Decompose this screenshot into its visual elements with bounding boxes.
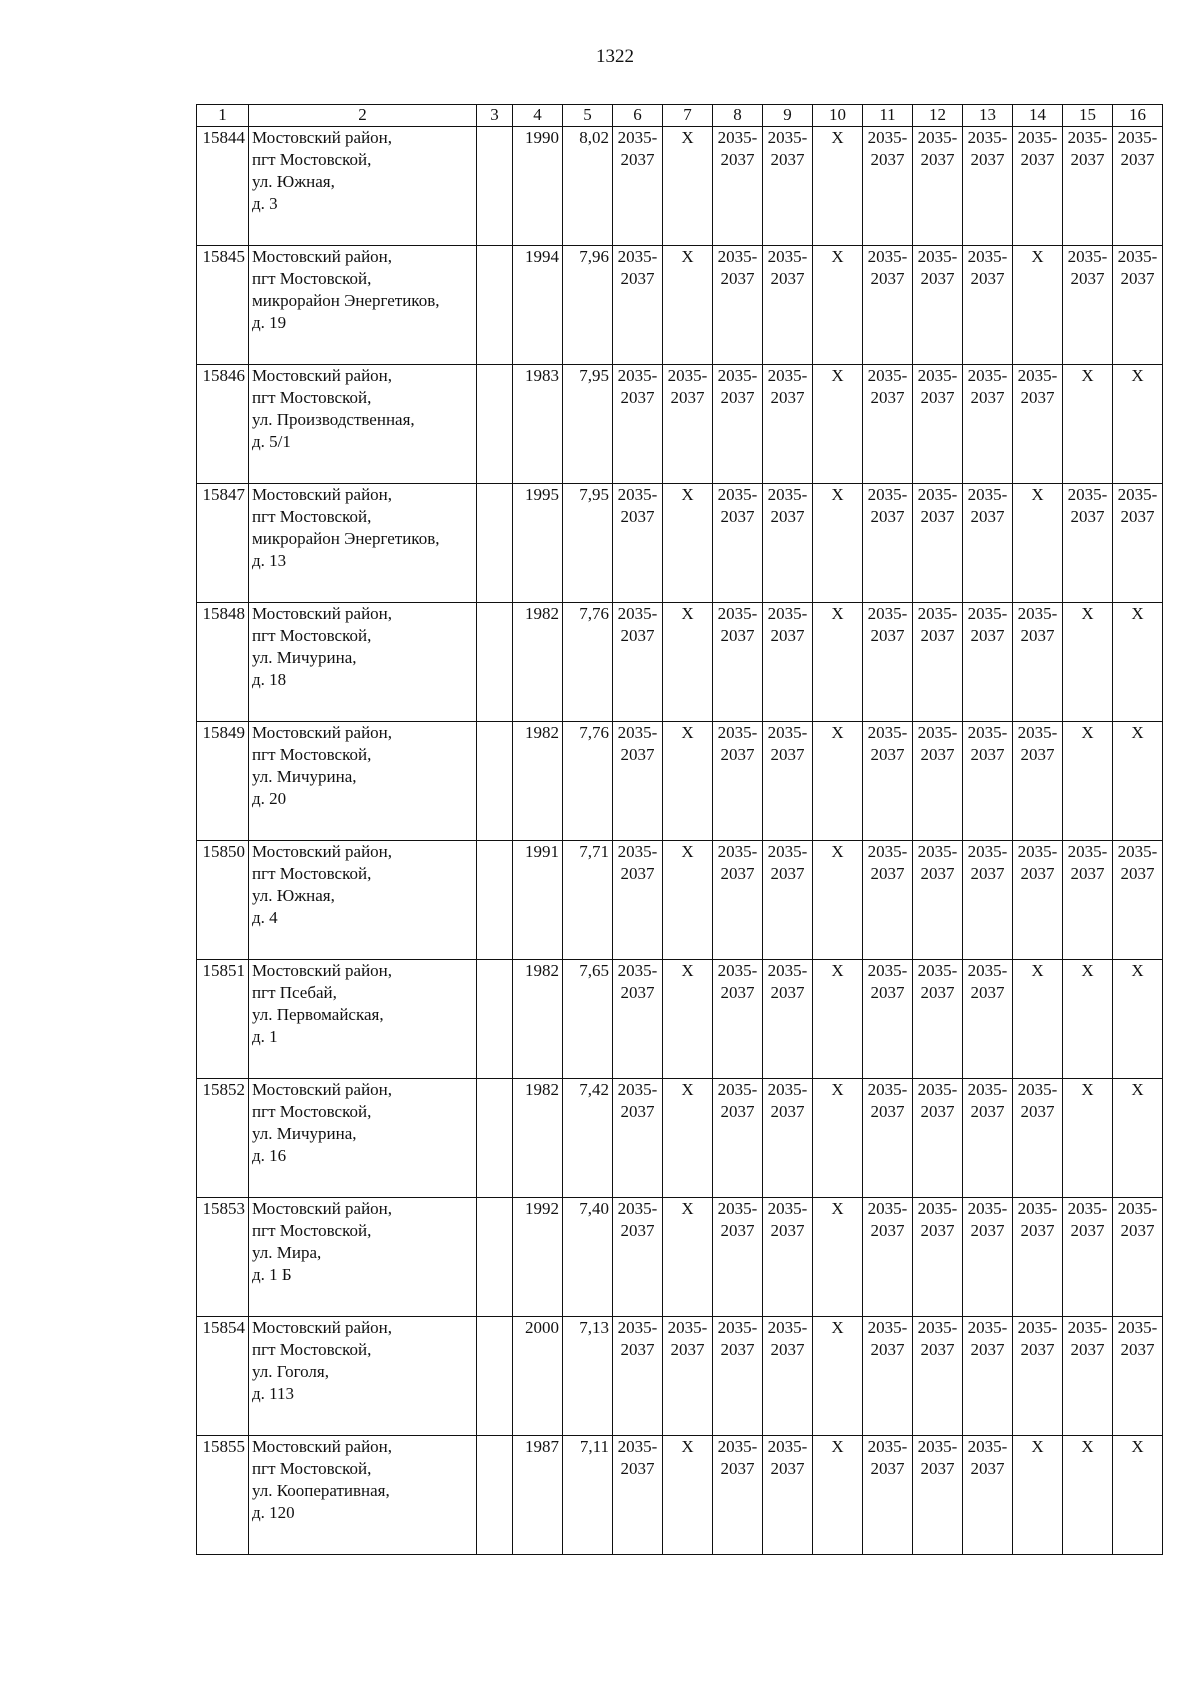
year-cell: 1995 xyxy=(513,484,563,603)
period-cell: X xyxy=(813,484,863,603)
table-row xyxy=(197,1198,1163,1317)
column-number-10: 10 xyxy=(813,105,863,127)
period-cell: 2035- 2037 xyxy=(763,603,813,722)
column-number-5: 5 xyxy=(563,105,613,127)
period-cell: 2035- 2037 xyxy=(713,246,763,365)
address-line: Мостовский район, xyxy=(252,1318,393,1337)
year-cell: 1982 xyxy=(513,1079,563,1198)
period-cell: 2035- 2037 xyxy=(763,960,813,1079)
column-3-cell xyxy=(477,365,513,484)
table-row xyxy=(197,127,1163,246)
period-cell: 2035- 2037 xyxy=(963,960,1013,1079)
column-number-4: 4 xyxy=(513,105,563,127)
period-cell: 2035- 2037 xyxy=(1063,484,1113,603)
period-cell: 2035- 2037 xyxy=(613,365,663,484)
column-number-1: 1 xyxy=(197,105,249,127)
period-cell: X xyxy=(813,127,863,246)
period-cell: 2035- 2037 xyxy=(863,960,913,1079)
address-line: д. 120 xyxy=(252,1503,295,1522)
period-cell: 2035- 2037 xyxy=(913,484,963,603)
period-cell: X xyxy=(1063,603,1113,722)
period-cell: 2035- 2037 xyxy=(763,365,813,484)
period-cell: 2035- 2037 xyxy=(1113,1317,1163,1436)
year-cell: 1992 xyxy=(513,1198,563,1317)
year-cell: 1991 xyxy=(513,841,563,960)
value-cell: 7,95 xyxy=(563,484,613,603)
period-cell: 2035- 2037 xyxy=(1063,1198,1113,1317)
table-row xyxy=(197,1079,1163,1198)
period-cell: 2035- 2037 xyxy=(913,1317,963,1436)
period-cell: X xyxy=(1013,1436,1063,1555)
period-cell: X xyxy=(663,484,713,603)
column-3-cell xyxy=(477,1436,513,1555)
period-cell: X xyxy=(1113,722,1163,841)
period-cell: 2035- 2037 xyxy=(663,1317,713,1436)
period-cell: 2035- 2037 xyxy=(713,1079,763,1198)
value-cell: 7,11 xyxy=(563,1436,613,1555)
address-line: Мостовский район, xyxy=(252,485,393,504)
period-cell: 2035- 2037 xyxy=(663,365,713,484)
period-cell: 2035- 2037 xyxy=(713,603,763,722)
value-cell: 8,02 xyxy=(563,127,613,246)
address-line: ул. Первомайская, xyxy=(252,1005,384,1024)
address-line: ул. Производственная, xyxy=(252,410,415,429)
period-cell: X xyxy=(1063,1436,1113,1555)
address-line: ул. Мира, xyxy=(252,1243,322,1262)
period-cell: X xyxy=(1013,960,1063,1079)
period-cell: X xyxy=(1113,1436,1163,1555)
period-cell: 2035- 2037 xyxy=(613,127,663,246)
period-cell: X xyxy=(663,246,713,365)
column-3-cell xyxy=(477,1317,513,1436)
period-cell: 2035- 2037 xyxy=(963,603,1013,722)
period-cell: X xyxy=(1113,1079,1163,1198)
address-line: ул. Южная, xyxy=(252,172,335,191)
address-line: пгт Мостовской, xyxy=(252,507,372,526)
address-line: д. 16 xyxy=(252,1146,287,1165)
period-cell: 2035- 2037 xyxy=(963,1317,1013,1436)
period-cell: X xyxy=(813,722,863,841)
address-line: микрорайон Энергетиков, xyxy=(252,291,440,310)
period-cell: 2035- 2037 xyxy=(913,1436,963,1555)
period-cell: 2035- 2037 xyxy=(1013,722,1063,841)
column-number-15: 15 xyxy=(1063,105,1113,127)
year-cell: 1982 xyxy=(513,960,563,1079)
period-cell: 2035- 2037 xyxy=(713,1317,763,1436)
period-cell: X xyxy=(663,841,713,960)
register-table xyxy=(196,104,1163,1555)
address-line: пгт Мостовской, xyxy=(252,150,372,169)
address-line: д. 1 Б xyxy=(252,1265,292,1284)
period-cell: 2035- 2037 xyxy=(613,1198,663,1317)
address-line: Мостовский район, xyxy=(252,842,393,861)
period-cell: X xyxy=(813,1198,863,1317)
column-3-cell xyxy=(477,1079,513,1198)
row-number: 15845 xyxy=(197,246,249,365)
address-line: Мостовский район, xyxy=(252,247,393,266)
row-number: 15850 xyxy=(197,841,249,960)
period-cell: 2035- 2037 xyxy=(1063,1317,1113,1436)
period-cell: 2035- 2037 xyxy=(613,1436,663,1555)
address-line: Мостовский район, xyxy=(252,961,393,980)
address-cell xyxy=(249,246,477,365)
address-line: Мостовский район, xyxy=(252,366,393,385)
row-number: 15851 xyxy=(197,960,249,1079)
table-body xyxy=(197,127,1163,1555)
address-line: ул. Гоголя, xyxy=(252,1362,329,1381)
address-line: Мостовский район, xyxy=(252,1437,393,1456)
address-line: д. 1 xyxy=(252,1027,278,1046)
period-cell: 2035- 2037 xyxy=(763,246,813,365)
address-cell xyxy=(249,841,477,960)
table-row xyxy=(197,841,1163,960)
address-line: пгт Мостовской, xyxy=(252,269,372,288)
period-cell: 2035- 2037 xyxy=(1113,246,1163,365)
year-cell: 1982 xyxy=(513,603,563,722)
address-line: д. 4 xyxy=(252,908,278,927)
period-cell: X xyxy=(813,603,863,722)
period-cell: 2035- 2037 xyxy=(913,960,963,1079)
column-number-13: 13 xyxy=(963,105,1013,127)
period-cell: 2035- 2037 xyxy=(913,1198,963,1317)
address-cell xyxy=(249,1436,477,1555)
period-cell: 2035- 2037 xyxy=(913,365,963,484)
period-cell: X xyxy=(813,365,863,484)
value-cell: 7,76 xyxy=(563,603,613,722)
period-cell: 2035- 2037 xyxy=(863,1079,913,1198)
year-cell: 1990 xyxy=(513,127,563,246)
address-line: Мостовский район, xyxy=(252,128,393,147)
address-cell xyxy=(249,1317,477,1436)
period-cell: X xyxy=(1063,960,1113,1079)
period-cell: X xyxy=(813,246,863,365)
value-cell: 7,42 xyxy=(563,1079,613,1198)
column-number-14: 14 xyxy=(1013,105,1063,127)
period-cell: X xyxy=(663,1436,713,1555)
period-cell: 2035- 2037 xyxy=(713,127,763,246)
address-line: Мостовский район, xyxy=(252,604,393,623)
period-cell: 2035- 2037 xyxy=(613,603,663,722)
address-line: пгт Мостовской, xyxy=(252,626,372,645)
column-number-6: 6 xyxy=(613,105,663,127)
address-cell xyxy=(249,484,477,603)
address-line: д. 5/1 xyxy=(252,432,291,451)
period-cell: 2035- 2037 xyxy=(863,722,913,841)
address-cell xyxy=(249,603,477,722)
column-number-9: 9 xyxy=(763,105,813,127)
period-cell: X xyxy=(813,1436,863,1555)
address-line: пгт Мостовской, xyxy=(252,1459,372,1478)
address-line: ул. Кооперативная, xyxy=(252,1481,390,1500)
period-cell: 2035- 2037 xyxy=(763,1436,813,1555)
value-cell: 7,40 xyxy=(563,1198,613,1317)
period-cell: 2035- 2037 xyxy=(613,484,663,603)
period-cell: 2035- 2037 xyxy=(863,365,913,484)
period-cell: 2035- 2037 xyxy=(763,722,813,841)
column-number-row xyxy=(197,105,1163,127)
address-line: микрорайон Энергетиков, xyxy=(252,529,440,548)
address-cell xyxy=(249,960,477,1079)
period-cell: 2035- 2037 xyxy=(913,127,963,246)
row-number: 15849 xyxy=(197,722,249,841)
period-cell: X xyxy=(1063,1079,1113,1198)
period-cell: 2035- 2037 xyxy=(763,127,813,246)
column-3-cell xyxy=(477,246,513,365)
period-cell: 2035- 2037 xyxy=(913,246,963,365)
year-cell: 1983 xyxy=(513,365,563,484)
period-cell: 2035- 2037 xyxy=(1013,1317,1063,1436)
period-cell: 2035- 2037 xyxy=(963,1079,1013,1198)
value-cell: 7,71 xyxy=(563,841,613,960)
period-cell: X xyxy=(813,1079,863,1198)
page-number: 1322 xyxy=(596,46,634,67)
period-cell: X xyxy=(813,841,863,960)
column-3-cell xyxy=(477,603,513,722)
period-cell: 2035- 2037 xyxy=(913,1079,963,1198)
address-line: ул. Мичурина, xyxy=(252,1124,357,1143)
column-3-cell xyxy=(477,484,513,603)
row-number: 15853 xyxy=(197,1198,249,1317)
period-cell: X xyxy=(663,127,713,246)
period-cell: X xyxy=(663,1198,713,1317)
column-number-2: 2 xyxy=(249,105,477,127)
period-cell: 2035- 2037 xyxy=(713,1198,763,1317)
value-cell: 7,65 xyxy=(563,960,613,1079)
period-cell: 2035- 2037 xyxy=(963,1436,1013,1555)
table-row xyxy=(197,722,1163,841)
period-cell: 2035- 2037 xyxy=(1013,841,1063,960)
period-cell: 2035- 2037 xyxy=(1113,127,1163,246)
period-cell: 2035- 2037 xyxy=(863,246,913,365)
period-cell: 2035- 2037 xyxy=(613,722,663,841)
year-cell: 1987 xyxy=(513,1436,563,1555)
address-cell xyxy=(249,1198,477,1317)
row-number: 15855 xyxy=(197,1436,249,1555)
period-cell: 2035- 2037 xyxy=(863,603,913,722)
period-cell: 2035- 2037 xyxy=(963,365,1013,484)
year-cell: 1982 xyxy=(513,722,563,841)
row-number: 15852 xyxy=(197,1079,249,1198)
period-cell: 2035- 2037 xyxy=(863,484,913,603)
column-3-cell xyxy=(477,960,513,1079)
period-cell: 2035- 2037 xyxy=(863,1198,913,1317)
period-cell: 2035- 2037 xyxy=(713,841,763,960)
period-cell: 2035- 2037 xyxy=(713,484,763,603)
period-cell: X xyxy=(663,960,713,1079)
period-cell: 2035- 2037 xyxy=(1013,1198,1063,1317)
period-cell: 2035- 2037 xyxy=(963,246,1013,365)
table-row xyxy=(197,365,1163,484)
address-line: пгт Псебай, xyxy=(252,983,337,1002)
value-cell: 7,95 xyxy=(563,365,613,484)
column-number-11: 11 xyxy=(863,105,913,127)
column-3-cell xyxy=(477,1198,513,1317)
period-cell: 2035- 2037 xyxy=(713,722,763,841)
address-cell xyxy=(249,722,477,841)
period-cell: 2035- 2037 xyxy=(613,1079,663,1198)
period-cell: 2035- 2037 xyxy=(763,484,813,603)
period-cell: 2035- 2037 xyxy=(1113,484,1163,603)
value-cell: 7,96 xyxy=(563,246,613,365)
period-cell: 2035- 2037 xyxy=(1063,841,1113,960)
period-cell: X xyxy=(663,722,713,841)
period-cell: 2035- 2037 xyxy=(713,960,763,1079)
period-cell: 2035- 2037 xyxy=(763,841,813,960)
period-cell: 2035- 2037 xyxy=(1013,365,1063,484)
period-cell: 2035- 2037 xyxy=(863,127,913,246)
period-cell: X xyxy=(1113,960,1163,1079)
table-row xyxy=(197,484,1163,603)
period-cell: X xyxy=(1063,722,1113,841)
period-cell: 2035- 2037 xyxy=(1013,127,1063,246)
period-cell: X xyxy=(813,960,863,1079)
column-3-cell xyxy=(477,127,513,246)
table-row xyxy=(197,246,1163,365)
address-line: пгт Мостовской, xyxy=(252,864,372,883)
column-number-8: 8 xyxy=(713,105,763,127)
row-number: 15847 xyxy=(197,484,249,603)
address-line: д. 20 xyxy=(252,789,287,808)
address-line: Мостовский район, xyxy=(252,723,393,742)
address-line: пгт Мостовской, xyxy=(252,388,372,407)
period-cell: 2035- 2037 xyxy=(1013,603,1063,722)
address-line: д. 13 xyxy=(252,551,287,570)
address-line: ул. Мичурина, xyxy=(252,767,357,786)
period-cell: 2035- 2037 xyxy=(613,841,663,960)
period-cell: 2035- 2037 xyxy=(1113,1198,1163,1317)
address-cell xyxy=(249,127,477,246)
period-cell: X xyxy=(813,1317,863,1436)
column-number-16: 16 xyxy=(1113,105,1163,127)
period-cell: 2035- 2037 xyxy=(913,722,963,841)
address-line: Мостовский район, xyxy=(252,1199,393,1218)
period-cell: X xyxy=(1013,246,1063,365)
year-cell: 2000 xyxy=(513,1317,563,1436)
table-row xyxy=(197,603,1163,722)
period-cell: 2035- 2037 xyxy=(1013,1079,1063,1198)
period-cell: 2035- 2037 xyxy=(1113,841,1163,960)
period-cell: 2035- 2037 xyxy=(863,1317,913,1436)
value-cell: 7,76 xyxy=(563,722,613,841)
period-cell: 2035- 2037 xyxy=(863,841,913,960)
period-cell: X xyxy=(1063,365,1113,484)
row-number: 15854 xyxy=(197,1317,249,1436)
value-cell: 7,13 xyxy=(563,1317,613,1436)
period-cell: 2035- 2037 xyxy=(613,960,663,1079)
address-line: д. 19 xyxy=(252,313,287,332)
period-cell: 2035- 2037 xyxy=(913,841,963,960)
period-cell: 2035- 2037 xyxy=(1063,246,1113,365)
period-cell: 2035- 2037 xyxy=(613,1317,663,1436)
year-cell: 1994 xyxy=(513,246,563,365)
row-number: 15848 xyxy=(197,603,249,722)
period-cell: 2035- 2037 xyxy=(963,127,1013,246)
address-line: пгт Мостовской, xyxy=(252,745,372,764)
period-cell: 2035- 2037 xyxy=(963,722,1013,841)
column-3-cell xyxy=(477,722,513,841)
address-line: ул. Южная, xyxy=(252,886,335,905)
period-cell: X xyxy=(1113,365,1163,484)
period-cell: 2035- 2037 xyxy=(963,484,1013,603)
period-cell: 2035- 2037 xyxy=(763,1198,813,1317)
period-cell: X xyxy=(1013,484,1063,603)
address-line: Мостовский район, xyxy=(252,1080,393,1099)
address-line: пгт Мостовской, xyxy=(252,1102,372,1121)
address-line: пгт Мостовской, xyxy=(252,1340,372,1359)
period-cell: X xyxy=(1113,603,1163,722)
period-cell: 2035- 2037 xyxy=(1063,127,1113,246)
period-cell: 2035- 2037 xyxy=(613,246,663,365)
period-cell: 2035- 2037 xyxy=(863,1436,913,1555)
address-cell xyxy=(249,1079,477,1198)
table-row xyxy=(197,960,1163,1079)
period-cell: 2035- 2037 xyxy=(913,603,963,722)
period-cell: X xyxy=(663,1079,713,1198)
period-cell: 2035- 2037 xyxy=(713,1436,763,1555)
address-cell xyxy=(249,365,477,484)
period-cell: 2035- 2037 xyxy=(763,1079,813,1198)
row-number: 15846 xyxy=(197,365,249,484)
period-cell: X xyxy=(663,603,713,722)
address-line: д. 18 xyxy=(252,670,287,689)
address-line: ул. Мичурина, xyxy=(252,648,357,667)
period-cell: 2035- 2037 xyxy=(713,365,763,484)
table-row xyxy=(197,1317,1163,1436)
period-cell: 2035- 2037 xyxy=(963,841,1013,960)
column-3-cell xyxy=(477,841,513,960)
address-line: д. 3 xyxy=(252,194,278,213)
column-number-7: 7 xyxy=(663,105,713,127)
address-line: д. 113 xyxy=(252,1384,295,1403)
address-line: пгт Мостовской, xyxy=(252,1221,372,1240)
column-number-12: 12 xyxy=(913,105,963,127)
period-cell: 2035- 2037 xyxy=(763,1317,813,1436)
row-number: 15844 xyxy=(197,127,249,246)
column-number-3: 3 xyxy=(477,105,513,127)
period-cell: 2035- 2037 xyxy=(963,1198,1013,1317)
table-row xyxy=(197,1436,1163,1555)
